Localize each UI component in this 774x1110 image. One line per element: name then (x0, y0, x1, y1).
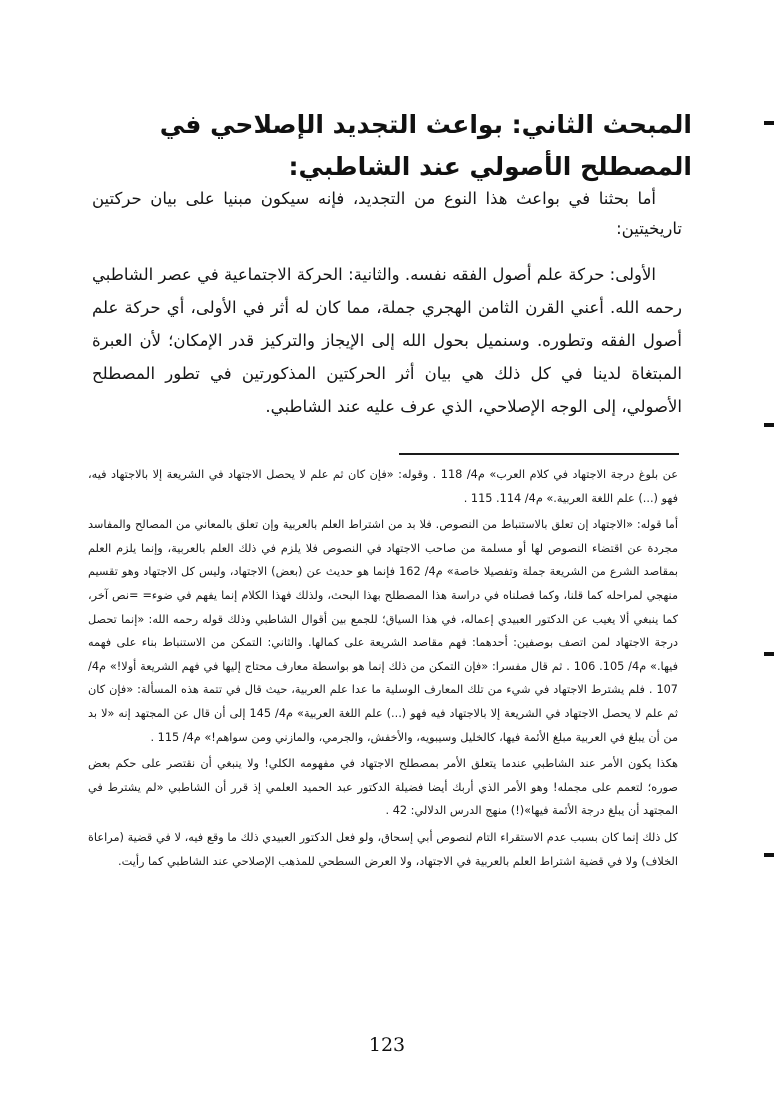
scan-edge-mark (764, 423, 774, 427)
footnote-continuation: عن بلوغ درجة الاجتهاد في كلام العرب» م4/ 118 . وقوله: «فإن كان ثم علم لا يحصل الاجتهاد في الشريعة إلا بالاجتهاد فيه، فهو (...) علم اللغة العربية.» م4/ 114. 115 . (88, 468, 678, 505)
body-paragraph: الأولى: حركة علم أصول الفقه نفسه. والثانية: الحركة الاجتماعية في عصر الشاطبي رحمه الله. أعني القرن الثامن الهجري جملة، مما كان له أثر في الأولى، أي حركة علم أصول الفقه وتطوره. وسنميل بحول الله إلى الإيجاز والتركيز قدر الإمكان؛ لأن العبرة المبتغاة لدينا في كل ذلك هي بيان أثر الحركتين المذكورتين في تطور المصطلح الأصولي، إلى الوجه الإصلاحي، الذي عرف عليه عند الشاطبي. (92, 265, 682, 416)
section-heading: المبحث الثاني: بواعث التجديد الإصلاحي في المصطلح الأصولي عند الشاطبي: (159, 110, 692, 181)
intro-paragraph: أما بحثنا في بواعث هذا النوع من التجديد، فإنه سيكون مبنيا على بيان حركتين تاريخيتين: (92, 189, 682, 238)
scan-edge-mark (764, 853, 774, 857)
scan-edge-mark (764, 652, 774, 656)
footnote-separator (399, 453, 679, 455)
page-number: 123 (368, 1034, 406, 1056)
footnotes-block (88, 463, 678, 876)
footnote-paragraph: هكذا يكون الأمر عند الشاطبي عندما يتعلق الأمر بمصطلح الاجتهاد في مفهومه الكلي! ولا ينبغي أن نقتصر على حكم بعض صوره؛ لتعمم على مجمله! وهو الأمر الذي أربك أيضا فضيلة الدكتور عبد الحميد العلمي إذ قرر أن الشاطبي «لم يشترط في المجتهد أن يبلغ درجة الأئمة فيها»(!) منهج الدرس الدلالي: 42 . (88, 757, 678, 818)
footnote-paragraph: أما قوله: «الاجتهاد إن تعلق بالاستنباط من النصوص. فلا بد من اشتراط العلم بالعربية وإن تعلق بالمعاني من المصالح والمفاسد مجردة عن اقتضاء النصوص لها أو مسلمة من صاحب الاجتهاد في النصوص فلا يلزم في ذلك العلم بالعربية، وإنما يلزم العلم بمقاصد الشرع من الشريعة جملة وتفصيلا خاصة» م4/ 162 فإنما هو حديث عن (بعض) الاجتهاد، وليس كل الاجتهاد وهو تقسيم منهجي لمراحله كما قلنا، وكما فصلناه في دراسة هذا المصطلح بهذا البحث، ولذلك فهذا الكلام إنما يفهم في ضوء= =نص آخر، كما ينبغي ألا يغيب عن الدكتور العبيدي إعماله، في هذا السياق؛ للجمع بين أقوال الشاطبي وذلك قوله رحمه الله: «إنما تحصل درجة الاجتهاد لمن اتصف بوصفين: أحدهما: فهم مقاصد الشريعة على كمالها. والثاني: التمكن من الاستنباط بناء على فهمه فيها.» م4/ 105. 106 . ثم قال مفسرا: «فإن التمكن من ذلك إنما هو بواسطة معارف محتاج إليها في فهم الشريعة أولا!» م4/ 107 . فلم يشترط الاجتهاد في شيء من تلك المعارف الوسلية ما عدا علم العربية، حيث قال في تتمة هذه المسألة: «فإن كان ثم علم لا يحصل الاجتهاد في الشريعة إلا بالاجتهاد فيه فهو (...) علم اللغة العربية» م4/ 145 إلى أن قال عن المجتهد إنه «لا بد من أن يبلغ في العربية مبلغ الأئمة فيها، كالخليل وسيبويه، والأخفش، والجرمي، والمازني ومن سواهم!» م4/ 115 . (88, 518, 679, 744)
footnote-paragraph: كل ذلك إنما كان بسبب عدم الاستقراء التام لنصوص أبي إسحاق، ولو فعل الدكتور العبيدي ذلك ما وقع فيه، لا في قضية (مراعاة الخلاف) ولا في قضية اشتراط العلم بالعربية في الاجتهاد، ولا العرض السطحي للمذهب الإصلاحي عند الشاطبي كما رأيت. (88, 830, 678, 868)
scan-edge-mark (764, 121, 774, 125)
